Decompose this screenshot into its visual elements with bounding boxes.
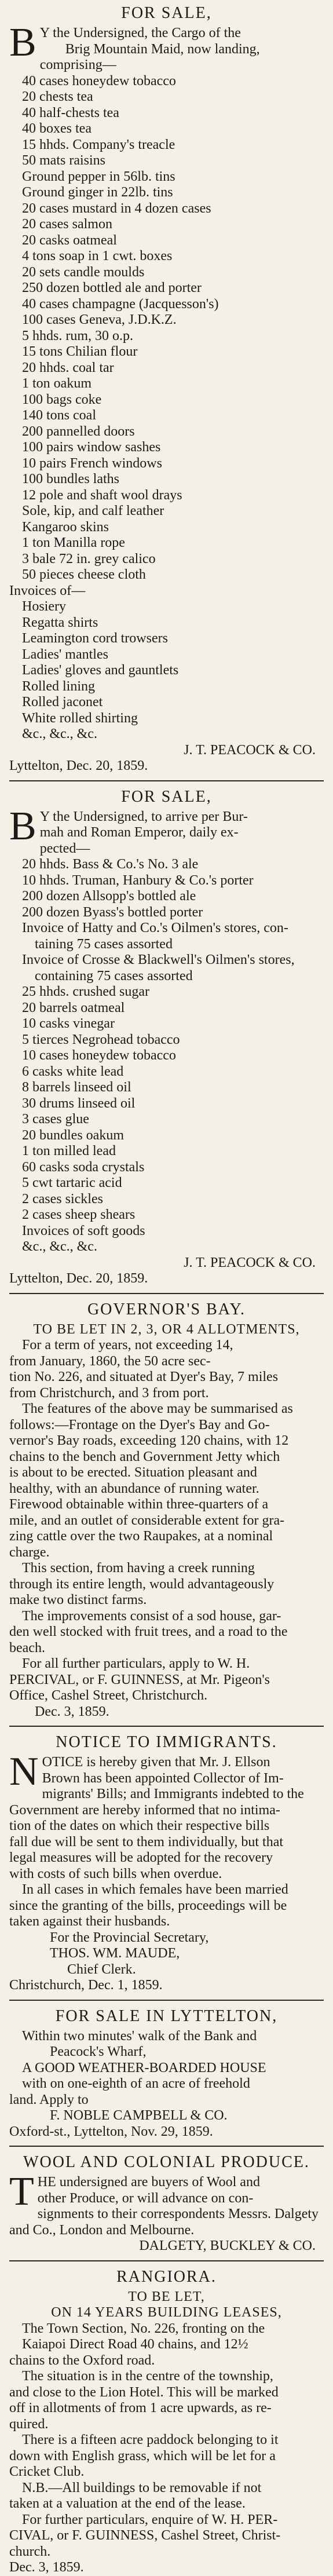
advert-line: with costs of such bills when overdue.: [9, 1866, 222, 1881]
advert-title: NOTICE TO IMMIGRANTS.: [56, 1733, 277, 1751]
advert-line: 5 tierces Negrohead tobacco: [22, 1032, 180, 1047]
advert-signature: J. T. PEACOCK & CO.: [184, 742, 316, 758]
advert-line: Ground ginger in 22lb. tins: [22, 185, 173, 200]
advert-line: 40 cases champagne (Jacquesson's): [22, 296, 219, 312]
advert-line: The improvements consist of a sod house, gar-: [22, 1608, 281, 1624]
advert-line: 3 bale 72 in. grey calico: [22, 551, 156, 567]
advert-line: Chief Clerk.: [67, 1961, 136, 1977]
advert-line: 6 casks white lead: [22, 1064, 124, 1079]
advert-line: and close to the Lion Hotel. This will be marked: [9, 2384, 279, 2400]
advert-line: 50 pieces cheese cloth: [22, 567, 146, 582]
advert-line: N.B.—All buildings to be removable if not: [22, 2480, 262, 2495]
advert-line: 15 tons Chilian flour: [22, 344, 138, 359]
drop-cap: B: [9, 803, 36, 849]
advert-line: 1 ton oakum: [22, 376, 92, 391]
advert-line: Invoice of Hatty and Co.'s Oilmen's stores, con-: [22, 920, 288, 936]
advert-line: charge.: [9, 1544, 50, 1560]
advert-line: 200 dozen Byass's bottled porter: [22, 904, 203, 920]
advert-line: make two distinct farms.: [9, 1592, 147, 1607]
advert-line: mah and Roman Emperor, daily ex-: [39, 825, 239, 840]
advert-line: Rolled jaconet: [22, 695, 103, 710]
advert-line: CIVAL, or F. GUINNESS, Cashel Street, Christ-: [9, 2528, 281, 2543]
advert-line: This section, from having a creek running: [22, 1561, 255, 1576]
advert-1: [9, 3, 324, 774]
advert-body: [9, 2169, 324, 2238]
advert-title: FOR SALE,: [121, 787, 212, 806]
advert-line: 5 hhds. rum, 30 o.p.: [22, 328, 133, 344]
advert-line: Peacock's Wharf,: [50, 2044, 147, 2059]
advert-line: 20 bundles oakum: [22, 1127, 124, 1143]
advert-line: &c., &c., &c.: [22, 726, 97, 741]
advert-signature: J. T. PEACOCK & CO.: [184, 1255, 316, 1270]
advert-line: Invoice of Crosse & Blackwell's Oilmen's stores,: [22, 952, 295, 967]
advert-line: Hosiery: [22, 599, 66, 614]
advert-title: FOR SALE,: [121, 4, 212, 22]
advert-line: taining 75 cases assorted: [35, 936, 173, 952]
advert-subtitle: TO BE LET,: [128, 2289, 205, 2304]
advert-line: mile, and an outlet of considerable extent for gra-: [9, 1512, 285, 1528]
advert-line: The features of the above may be summarised as: [22, 1401, 293, 1416]
advert-line: Ground pepper in 56lb. tins: [22, 169, 175, 184]
advert-line: 10 casks vinegar: [22, 1016, 115, 1031]
advert-line: 100 bags coke: [22, 392, 102, 407]
advert-line: 20 sets candle moulds: [22, 264, 145, 280]
advert-line: Brown has been appointed Collector of Im-: [42, 1770, 284, 1786]
advert-line: den well stocked with fruit trees, and a road to the: [9, 1624, 288, 1639]
advert-5: [9, 2007, 324, 2140]
advert-line: There is a fifteen acre paddock belonging to it: [22, 2432, 279, 2447]
advert-body: [9, 1338, 324, 1720]
advert-line: 40 half-chests tea: [22, 105, 119, 120]
advert-line: off in allotments of from 1 acre upwards, as re-: [9, 2400, 272, 2416]
advert-line: signments to their correspondents Messrs. Dalgety: [37, 2206, 319, 2221]
advert-line: Office, Cashel Street, Christchurch.: [9, 1688, 208, 1703]
advert-line: comprising—: [39, 57, 116, 72]
advert-line: legal measures will be adopted for the recovery: [9, 1850, 273, 1865]
advert-line: Sole, kip, and calf leather: [22, 503, 164, 518]
advert-line: 200 dozen Allsopp's bottled ale: [22, 889, 196, 904]
advert-line: migrants' Bills; and Immigrants indebted to the: [42, 1786, 304, 1802]
advert-line: In all cases in which females have been married: [22, 1882, 288, 1897]
advert-line: 10 cases honeydew tobacco: [22, 1048, 176, 1063]
advert-line: For further particulars, enquire of W. H. PER-: [22, 2512, 278, 2527]
advert-line: For the Provincial Secretary,: [50, 1930, 209, 1945]
advert-line: quired.: [9, 2416, 49, 2432]
advert-line: Brig Mountain Maid, now landing,: [65, 41, 260, 57]
advert-line: Kaiapoi Direct Road 40 chains, and 12½: [22, 2337, 248, 2352]
advert-line: zing cattle over the two Raupakes, at a nominal: [9, 1529, 273, 1544]
advert-line: THOS. WM. MAUDE,: [50, 1946, 180, 1961]
advert-line: Regatta shirts: [22, 615, 98, 630]
drop-cap: T: [9, 2169, 34, 2214]
advert-divider: [9, 1293, 324, 1294]
advert-line: 100 pairs window sashes: [22, 440, 161, 455]
advert-line: beach.: [9, 1640, 45, 1656]
drop-cap: N: [9, 1749, 39, 1794]
advert-line: chains to the bench and Government Jetty which: [9, 1449, 280, 1464]
advert-title: FOR SALE IN LYTTELTON,: [55, 2007, 278, 2025]
advert-line: fall due will be sent to them individually, but that: [9, 1834, 284, 1850]
advert-line: Rolled lining: [22, 678, 95, 694]
advert-line: 25 hhds. crushed sugar: [22, 984, 149, 999]
advert-line: taken against their husbands.: [9, 1914, 170, 1929]
advert-line: Oxford-st., Lyttelton, Nov. 29, 1859.: [9, 2124, 213, 2139]
advert-line: 20 chests tea: [22, 89, 93, 104]
advert-line: Firewood obtainable within three-quarters of a: [9, 1497, 269, 1512]
advert-line: Invoices of soft goods: [22, 1223, 145, 1238]
advert-line: The situation is in the centre of the township,: [22, 2369, 273, 2384]
advert-line: 100 cases Geneva, J.D.K.Z.: [22, 312, 177, 327]
advert-line: 60 casks soda crystals: [22, 1159, 145, 1175]
advert-line: Cricket Club.: [9, 2464, 85, 2479]
advert-divider: [9, 2260, 324, 2261]
advert-line: 40 cases honeydew tobacco: [22, 73, 176, 89]
advert-dateline: Lyttelton, Dec. 20, 1859.: [9, 758, 148, 773]
advert-subtitle-2: ON 14 YEARS BUILDING LEASES,: [51, 2305, 282, 2320]
advert-line: chains to the Oxford road.: [9, 2352, 155, 2368]
advert-line: 12 pole and shaft wool drays: [22, 487, 182, 503]
advert-line: 20 hhds. coal tar: [22, 360, 114, 375]
advert-line: Dec. 3, 1859.: [35, 1704, 109, 1719]
advert-line: Ladies' gloves and gauntlets: [22, 663, 179, 678]
advert-line: is about to be erected. Situation pleasant and: [9, 1465, 257, 1480]
advert-line: tion of the dates on which their respective bills: [9, 1818, 270, 1833]
advert-line: 3 cases glue: [22, 1112, 89, 1127]
advert-line: church.: [9, 2544, 51, 2559]
advert-line: White rolled shirting: [22, 710, 138, 726]
advert-dateline: Lyttelton, Dec. 20, 1859.: [9, 1271, 148, 1286]
advert-7: [9, 2267, 324, 2576]
drop-cap: B: [9, 20, 36, 65]
advert-line: through its entire length, would advantageously: [9, 1576, 275, 1592]
advert-line: with on one-eighth of an acre of freehold: [22, 2076, 250, 2091]
advert-line: The Town Section, No. 226, fronting on the: [22, 2321, 265, 2336]
advert-body: [9, 20, 324, 743]
advert-line: taken at a valuation at the end of the lease.: [9, 2496, 246, 2511]
advert-line: Kangaroo skins: [22, 519, 109, 535]
advert-body: [9, 2029, 324, 2140]
advert-line: 4 tons soap in 1 cwt. boxes: [22, 249, 173, 264]
advert-line: healthy, with an abundance of running water.: [9, 1481, 259, 1496]
advert-line: 15 hhds. Company's treacle: [22, 137, 175, 152]
advert-title: GOVERNOR'S BAY.: [87, 1300, 246, 1318]
advert-line: land. Apply to: [9, 2092, 89, 2107]
advert-divider: [9, 780, 324, 781]
advert-line: 2 cases sheep shears: [22, 1207, 136, 1222]
advert-body: [9, 2321, 324, 2576]
advert-title: WOOL AND COLONIAL PRODUCE.: [23, 2153, 310, 2171]
advert-line: containing 75 cases assorted: [35, 968, 193, 984]
advert-body: [9, 803, 324, 1255]
advert-line: Y the Undersigned, to arrive per Bur-: [39, 809, 248, 824]
advert-line: 20 cases salmon: [22, 217, 112, 232]
advert-line: since the granting of the bills, proceedings will be: [9, 1898, 287, 1913]
advert-line: 20 hhds. Bass & Co.'s No. 3 ale: [22, 857, 199, 872]
advert-line: 100 bundles laths: [22, 472, 119, 487]
advert-line: 20 barrels oatmeal: [22, 1000, 125, 1015]
advert-divider: [9, 1726, 324, 1727]
advert-line: 5 cwt tartaric acid: [22, 1175, 122, 1190]
advert-line: from Christchurch, and 3 from port.: [9, 1385, 209, 1401]
advert-line: 20 cases mustard in 4 dozen cases: [22, 200, 211, 216]
advert-line: tion No. 226, and situated at Dyer's Bay, 7 miles: [9, 1369, 279, 1384]
advert-dateline: Christchurch, Dec. 1, 1859.: [9, 1978, 163, 1993]
advert-line: 250 dozen bottled ale and porter: [22, 280, 202, 295]
advert-line: 200 pannelled doors: [22, 423, 135, 439]
advert-line: Within two minutes' walk of the Bank and: [22, 2028, 257, 2044]
advert-line: other Produce, or will advance on con-: [37, 2190, 254, 2206]
advert-line: 20 casks oatmeal: [22, 232, 117, 248]
advert-4: [9, 1733, 324, 1994]
advert-line: vernor's Bay roads, exceeding 120 chains, with 12: [9, 1433, 289, 1448]
advert-line: Dec. 3, 1859.: [9, 2560, 84, 2575]
advert-2: [9, 787, 324, 1287]
advert-title: RANGIORA.: [116, 2267, 217, 2286]
advert-body: [9, 1749, 324, 1978]
advert-signature: DALGETY, BUCKLEY & CO.: [139, 2238, 316, 2253]
advert-line: Leamington cord trowsers: [22, 631, 168, 646]
advert-line: follows:—Frontage on the Dyer's Bay and Go-: [9, 1417, 270, 1433]
advert-subtitle: TO BE LET IN 2, 3, OR 4 ALLOTMENTS,: [33, 1321, 300, 1337]
advert-line: 1 ton Manilla rope: [22, 535, 125, 550]
advert-line: Y the Undersigned, the Cargo of the: [39, 25, 241, 41]
advert-line: 50 mats raisins: [22, 153, 105, 168]
advert-line: 1 ton milled lead: [22, 1143, 116, 1159]
advert-3: [9, 1300, 324, 1720]
advert-line: A GOOD WEATHER-BOARDED HOUSE: [22, 2060, 266, 2076]
advert-line: For all further particulars, apply to W. H.: [22, 1656, 250, 1671]
advert-line: 40 boxes tea: [22, 121, 92, 136]
advert-line: &c., &c., &c.: [22, 1239, 97, 1254]
advert-line: Invoices of—: [9, 583, 86, 598]
advert-divider: [9, 2000, 324, 2001]
advert-line: 30 drums linseed oil: [22, 1095, 136, 1111]
advert-line: For a term of years, not exceeding 14,: [22, 1338, 233, 1353]
advert-line: 8 barrels linseed oil: [22, 1080, 131, 1095]
advert-line: pected—: [39, 841, 90, 856]
advert-line: Ladies' mantles: [22, 646, 108, 662]
advert-6: [9, 2153, 324, 2255]
advert-line: 2 cases sickles: [22, 1191, 103, 1207]
advert-line: HE undersigned are buyers of Wool and: [37, 2175, 260, 2190]
advert-line: 10 hhds. Truman, Hanbury & Co.'s porter: [22, 872, 254, 888]
advert-line: and Co., London and Melbourne.: [9, 2222, 195, 2238]
advert-line: Government are hereby informed that no intima-: [9, 1802, 280, 1818]
advert-divider: [9, 2146, 324, 2147]
advert-line: 140 tons coal: [22, 408, 96, 423]
advert-line: OTICE is hereby given that Mr. J. Ellson: [42, 1755, 270, 1770]
advert-line: 10 pairs French windows: [22, 455, 162, 471]
advert-line: down with English grass, which will be let for a: [9, 2448, 276, 2464]
advert-line: F. NOBLE CAMPBELL & CO.: [50, 2108, 228, 2123]
advert-line: from January, 1860, the 50 acre sec-: [9, 1353, 211, 1369]
advert-line: PERCIVAL, or F. GUINNESS, at Mr. Pigeon's: [9, 1672, 270, 1687]
